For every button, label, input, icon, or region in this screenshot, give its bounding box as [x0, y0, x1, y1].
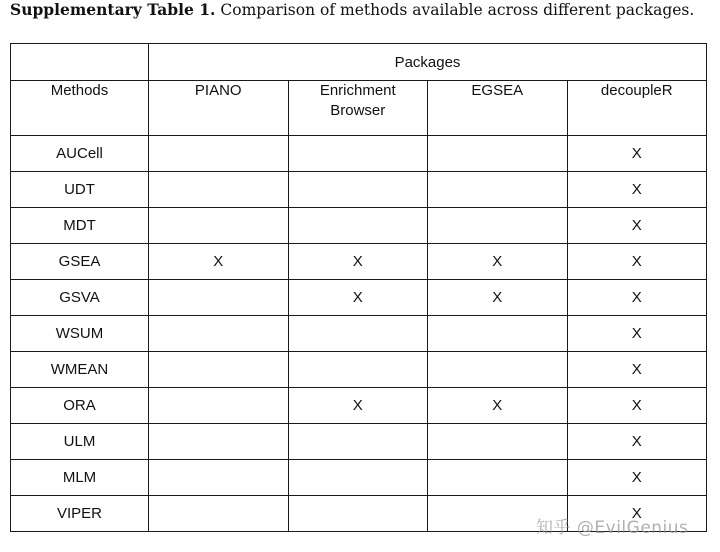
column-header-enrichment-browser: Enrichment Browser — [288, 81, 428, 136]
table-caption — [10, 0, 710, 20]
header-row-group — [11, 44, 707, 81]
availability-cell — [288, 136, 428, 172]
column-header-piano: PIANO — [149, 81, 289, 136]
availability-cell — [149, 424, 289, 460]
method-name-cell: VIPER — [11, 496, 149, 532]
availability-cell: X — [567, 172, 707, 208]
availability-cell — [428, 136, 568, 172]
watermark: 知乎 @EvilGenius — [536, 518, 689, 538]
methods-header: Methods — [11, 81, 149, 136]
availability-cell: X — [428, 388, 568, 424]
availability-cell — [288, 316, 428, 352]
availability-cell — [149, 208, 289, 244]
availability-cell — [428, 496, 568, 532]
header-row-columns — [11, 81, 707, 136]
table-row — [11, 496, 707, 532]
availability-cell — [288, 496, 428, 532]
availability-cell: X — [288, 388, 428, 424]
availability-cell — [428, 172, 568, 208]
packages-group-header: Packages — [149, 44, 707, 81]
column-header-decoupler: decoupleR — [567, 81, 707, 136]
table-row — [11, 424, 707, 460]
availability-cell: X — [288, 244, 428, 280]
availability-cell — [149, 388, 289, 424]
availability-cell — [288, 424, 428, 460]
method-name-cell: GSVA — [11, 280, 149, 316]
availability-cell: X — [567, 424, 707, 460]
method-name-cell: WMEAN — [11, 352, 149, 388]
table-row — [11, 280, 707, 316]
availability-cell — [149, 496, 289, 532]
table-row — [11, 316, 707, 352]
availability-cell: X — [428, 280, 568, 316]
availability-cell — [428, 208, 568, 244]
availability-cell — [288, 352, 428, 388]
availability-cell: X — [567, 388, 707, 424]
availability-cell: X — [567, 460, 707, 496]
availability-cell — [428, 316, 568, 352]
method-name-cell: AUCell — [11, 136, 149, 172]
table-row — [11, 460, 707, 496]
availability-cell — [149, 352, 289, 388]
availability-cell — [428, 352, 568, 388]
table-row — [11, 352, 707, 388]
availability-cell — [149, 172, 289, 208]
method-name-cell: UDT — [11, 172, 149, 208]
method-name-cell: MDT — [11, 208, 149, 244]
availability-cell: X — [567, 244, 707, 280]
method-name-cell: ULM — [11, 424, 149, 460]
availability-cell: X — [428, 244, 568, 280]
availability-cell: X — [567, 208, 707, 244]
availability-cell — [149, 460, 289, 496]
table-row — [11, 244, 707, 280]
caption-text: Comparison of methods available across different packages. — [215, 1, 695, 19]
comparison-table — [10, 43, 707, 532]
empty-corner-cell — [11, 44, 149, 81]
method-name-cell: ORA — [11, 388, 149, 424]
availability-cell: X — [149, 244, 289, 280]
availability-cell: X — [567, 352, 707, 388]
table-row — [11, 208, 707, 244]
availability-cell — [428, 460, 568, 496]
method-name-cell: GSEA — [11, 244, 149, 280]
method-name-cell: MLM — [11, 460, 149, 496]
availability-cell — [288, 208, 428, 244]
availability-cell: X — [567, 496, 707, 532]
availability-cell: X — [567, 280, 707, 316]
availability-cell: X — [288, 280, 428, 316]
availability-cell — [149, 280, 289, 316]
availability-cell — [288, 172, 428, 208]
method-name-cell: WSUM — [11, 316, 149, 352]
caption-label: Supplementary Table 1. — [10, 0, 216, 19]
availability-cell — [288, 460, 428, 496]
availability-cell — [149, 136, 289, 172]
availability-cell — [149, 316, 289, 352]
availability-cell: X — [567, 136, 707, 172]
table-row — [11, 388, 707, 424]
availability-cell: X — [567, 316, 707, 352]
table-row — [11, 172, 707, 208]
table-row — [11, 136, 707, 172]
availability-cell — [428, 424, 568, 460]
column-header-egsea: EGSEA — [428, 81, 568, 136]
